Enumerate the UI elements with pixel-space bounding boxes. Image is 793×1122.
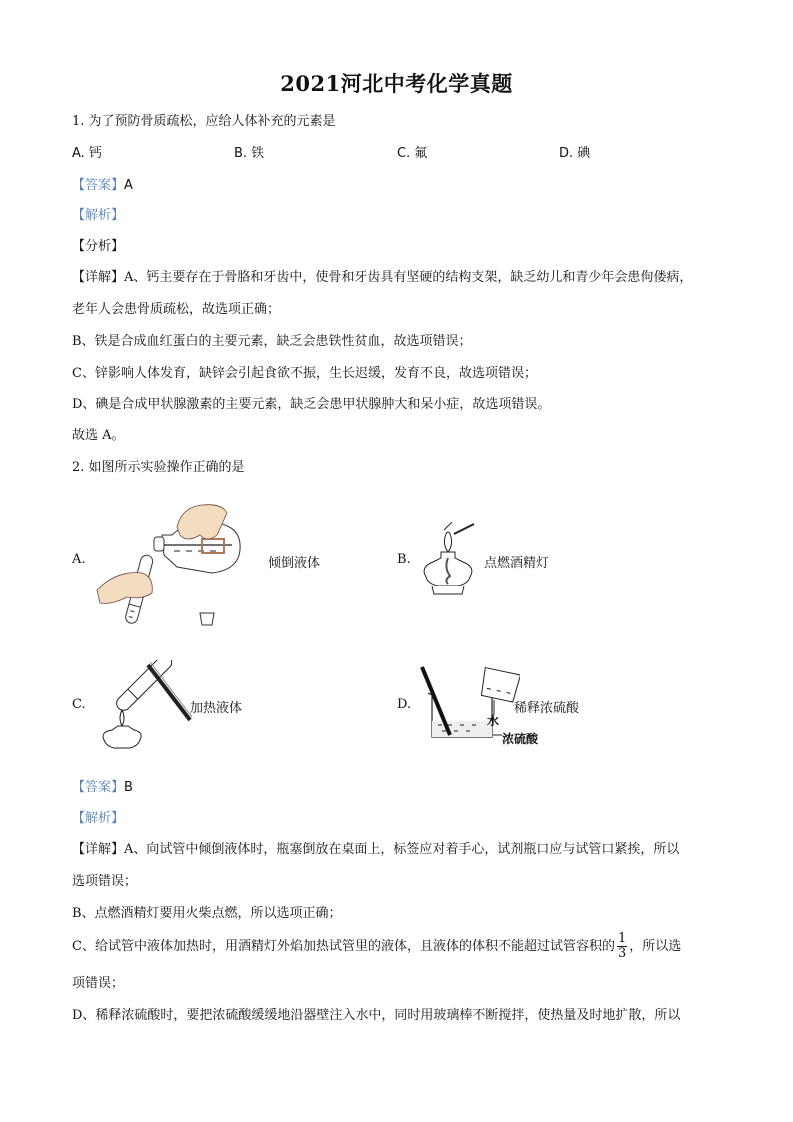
q1-detail-line-5: D、碘是合成甲状腺激素的主要元素，缺乏会患甲状腺肿大和呆小症，故选项错误。 — [72, 397, 551, 412]
fig-d-letter: D. — [397, 697, 412, 712]
q2-detail-line-4: C、给试管中液体加热时，用酒精灯外焰加热试管里的液体，且液体的体积不能超过试管容积的 $\frac{1}{3}$ ，所以选 — [72, 931, 682, 961]
fraction-one-third: $\frac{1}{3}$ — [617, 931, 627, 961]
q1-option-d: D. 碘 — [559, 146, 591, 161]
fig-c-letter: C. — [72, 697, 86, 712]
fig-b-caption: 点燃酒精灯 — [484, 556, 550, 571]
q2-answer — [72, 776, 133, 795]
alcohol-lamp-illustration — [418, 522, 478, 602]
detail-tag: 【详解】 — [72, 842, 125, 857]
q2-detail-line-2: 选项错误； — [72, 874, 138, 889]
fig-c-caption: 加热液体 — [190, 701, 243, 716]
q1-detail-line-4: C、锌影响人体发育，缺锌会引起食欲不振，生长迟缓，发育不良，故选项错误； — [72, 366, 537, 381]
answer-tag: 【答案】 — [72, 780, 125, 795]
q1-analysis-tag: 【解析】 — [72, 208, 125, 223]
heating-liquid-illustration — [92, 660, 192, 760]
fig-d-acid-label: 浓硫酸 — [502, 732, 539, 746]
q1-option-c: C. 氟 — [397, 146, 428, 161]
fig-d-water-label: 水 — [487, 714, 500, 728]
q1-answer — [72, 174, 133, 193]
q2-stem: 2. 如图所示实验操作正确的是 — [72, 460, 245, 475]
q1-detail-line-2: 老年人会患骨质疏松，故选项正确； — [72, 302, 281, 317]
detail-tag: 【详解】 — [72, 270, 125, 285]
fig-a-caption: 倾倒液体 — [268, 556, 321, 571]
q1-detail-line-1: 【详解】A、钙主要存在于骨胳和牙齿中，使骨和牙齿具有坚硬的结构支架，缺乏幼儿和青少年会患佝偻病， — [72, 270, 693, 285]
q2-analysis-tag: 【解析】 — [72, 811, 125, 826]
fig-b-letter: B. — [397, 552, 411, 567]
pouring-liquid-illustration — [92, 495, 252, 635]
q2-detail-line-6: D、稀释浓硫酸时，要把浓硫酸缓缓地沿器壁注入水中，同时用玻璃棒不断搅拌，使热量及时地扩散，所以 — [72, 1008, 681, 1023]
q1-option-b: B. 铁 — [234, 146, 265, 161]
fig-a-letter: A. — [72, 552, 86, 567]
answer-tag: 【答案】 — [72, 178, 125, 193]
q1-detail-line-3: B、铁是合成血红蛋白的主要元素，缺乏会患铁性贫血，故选项错误； — [72, 334, 472, 349]
q1-fenxi-tag: 【分析】 — [72, 239, 125, 254]
q2-detail-line-3: B、点燃酒精灯要用火柴点燃，所以选项正确； — [72, 906, 342, 921]
fig-d-caption: 稀释浓硫酸 — [514, 701, 580, 716]
q1-stem: 1. 为了预防骨质疏松，应给人体补充的元素是 — [72, 114, 336, 129]
q2-detail-line-5: 项错误； — [72, 976, 125, 991]
q1-option-a: A. 钙 — [72, 146, 102, 161]
page-title: 2021河北中考化学真题 — [280, 71, 513, 96]
q1-conclusion: 故选 A。 — [72, 428, 125, 443]
q2-detail-line-1: 【详解】A、向试管中倾倒液体时，瓶塞倒放在桌面上，标签应对着手心，试剂瓶口应与试管口紧挨，所以 — [72, 842, 680, 857]
answer-value: A — [124, 178, 133, 193]
answer-value: B — [124, 780, 133, 795]
